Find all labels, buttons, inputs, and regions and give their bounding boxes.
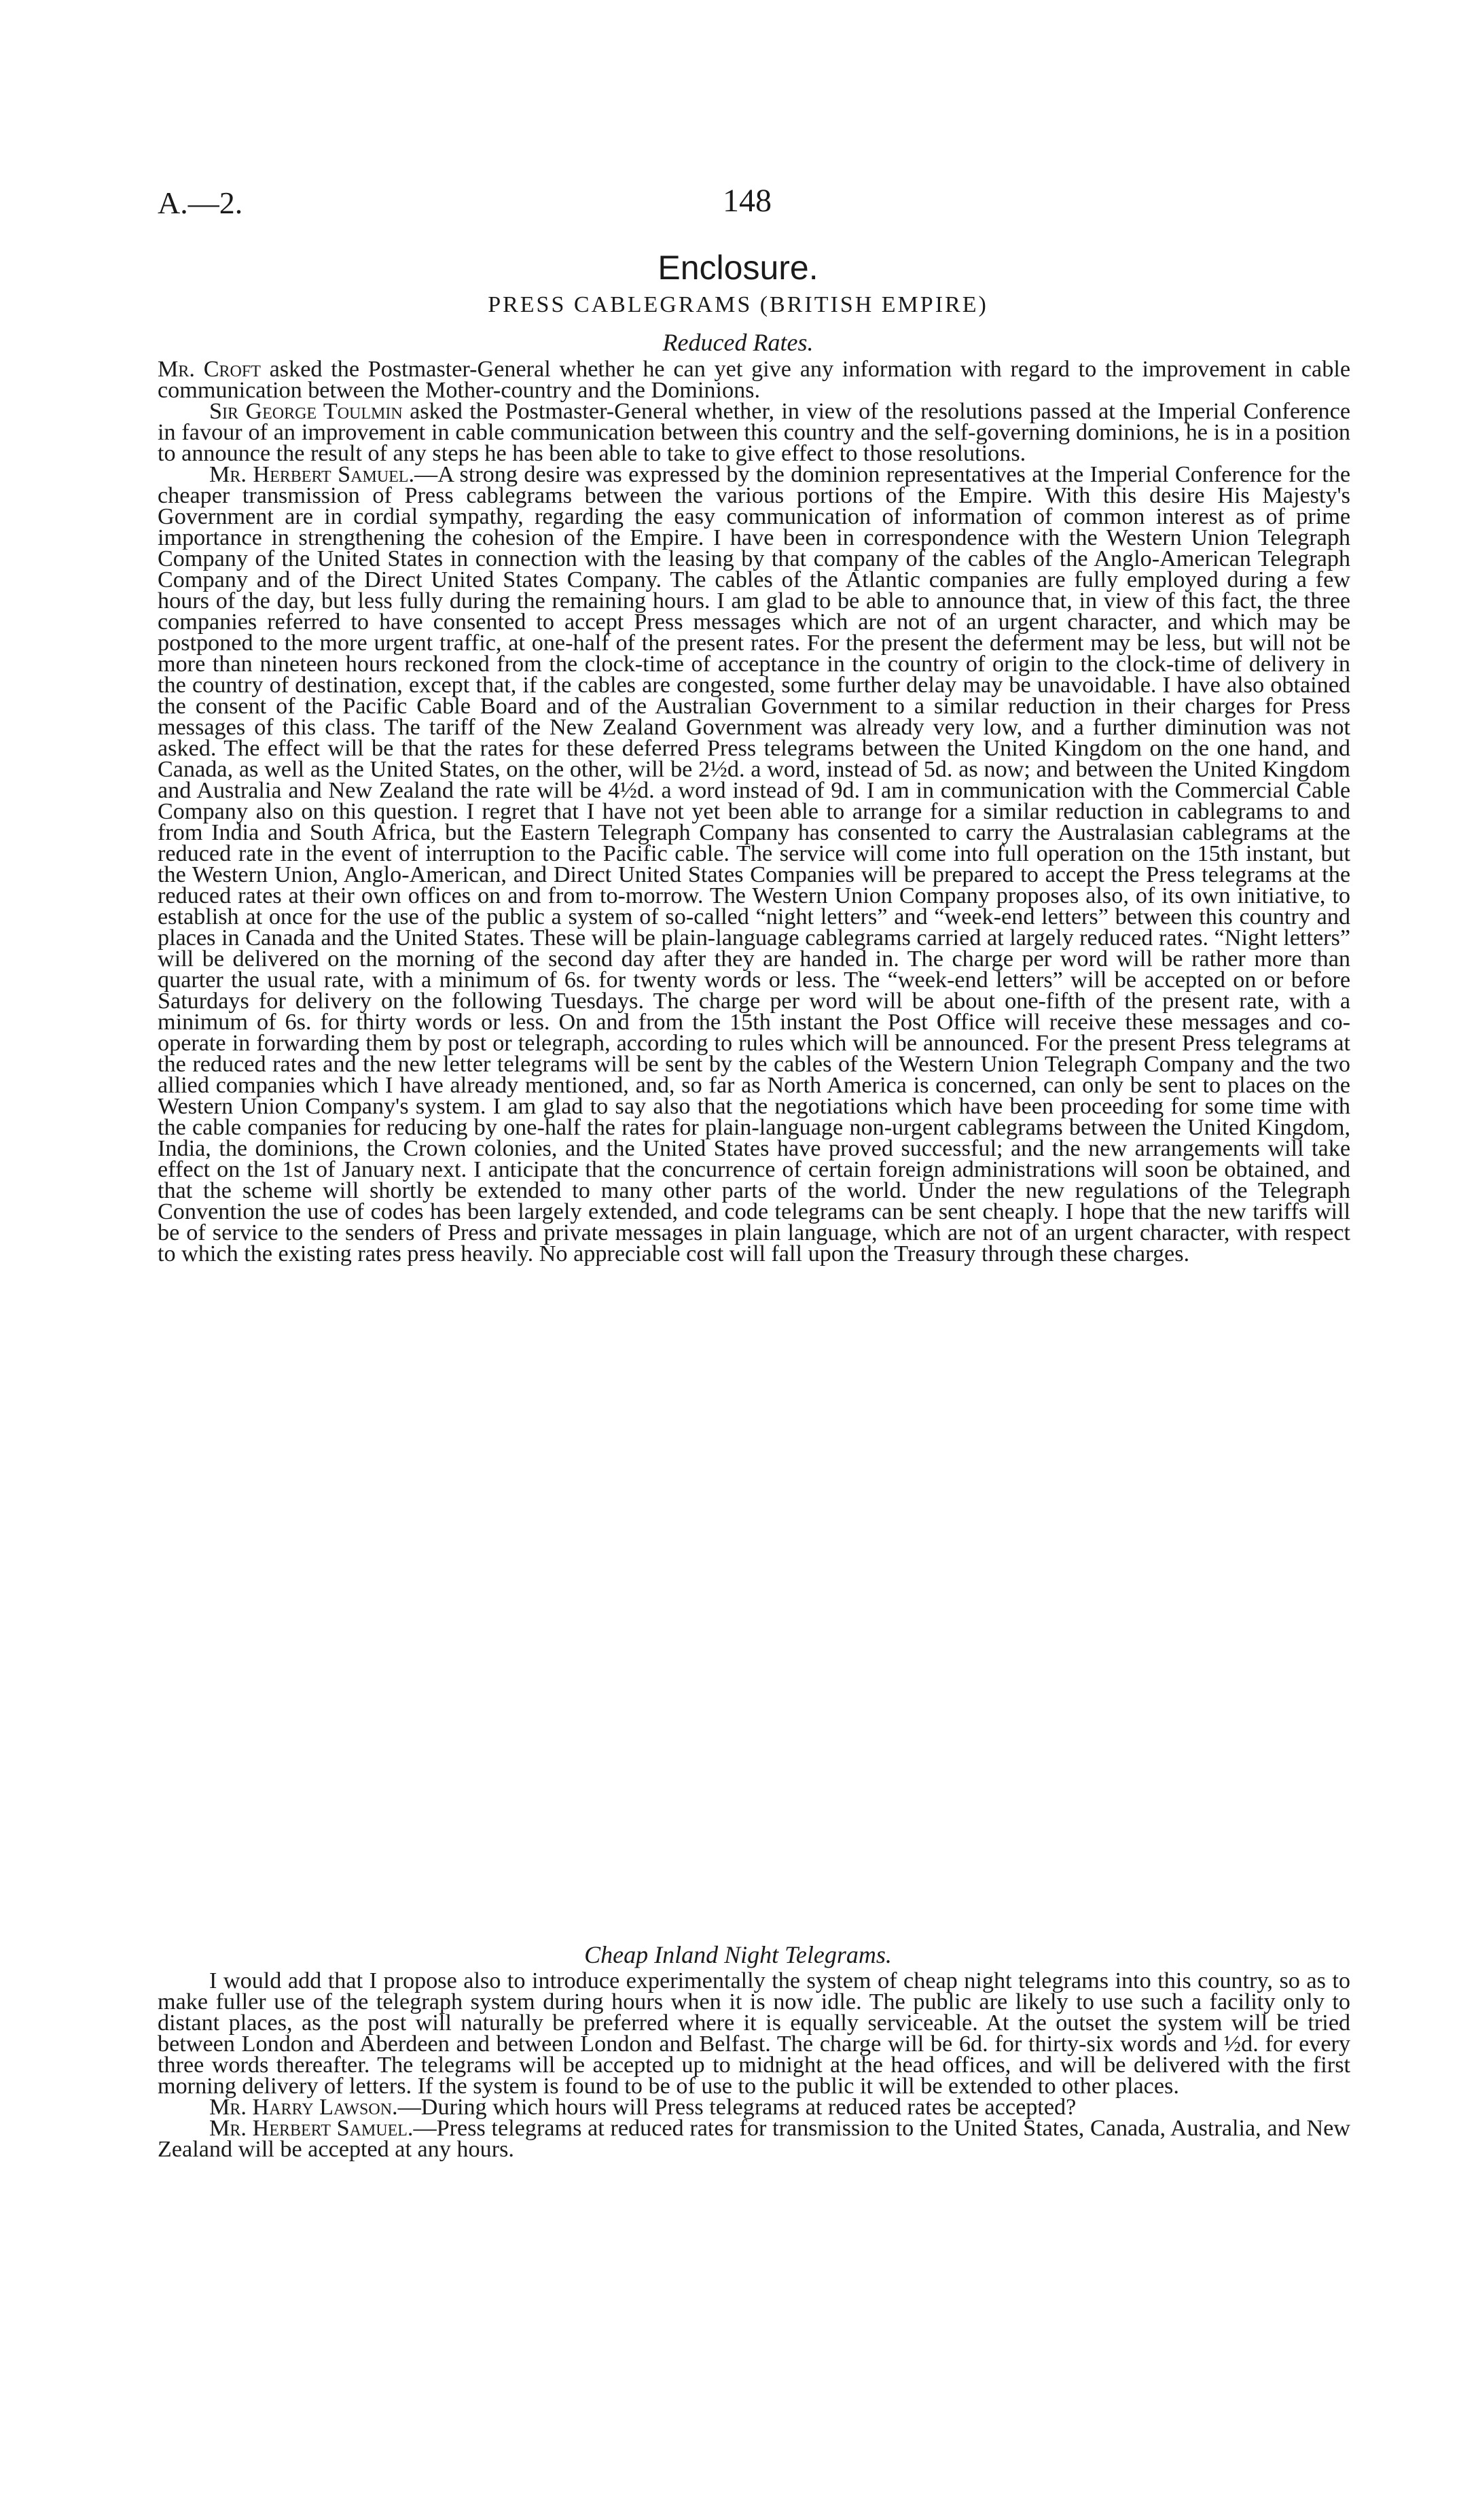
paragraph-text: —During which hours will Press telegrams at reduced rates be accepted?: [397, 2095, 1077, 2120]
paragraph-text: asked the Postmaster-General whether, in view of the resolutions passed at the Imperial Conference in favour of an improvement in cable communication between this country and the self-governing dominions, he is in a position to announce the result of any steps he has been able to take to give effect to those resolutions.: [158, 399, 1350, 466]
paragraph-text: asked the Postmaster-General whether he can yet give any information with regard to the improvement in cable communication between the Mother-country and the Dominions.: [158, 357, 1350, 403]
subtitle-heading: Reduced Rates.: [662, 329, 814, 356]
speaker-name: Sir George Toulmin: [209, 399, 403, 424]
body-text-section-2: [158, 1970, 1350, 2160]
paragraph-samuel-answer: [158, 464, 1350, 1264]
subject-heading: PRESS CABLEGRAMS (BRITISH EMPIRE): [488, 292, 988, 317]
paragraph-croft: [158, 359, 1350, 401]
paragraph-text: —Press telegrams at reduced rates for transmission to the United States, Canada, Australia, and New Zealand will be accepted at any hours.: [158, 2116, 1350, 2162]
paragraph-samuel-reply: [158, 2118, 1350, 2160]
page-number: 148: [723, 183, 772, 219]
paragraph-text: —A strong desire was expressed by the dominion representatives at the Imperial Conference for the cheaper transmission of Press cablegrams between the various portions of the Empire. With this desire His Majesty's Government are in cordial sympathy, regarding the easy communication of information of common interest as of prime importance in strengthening the cohesion of the Empire. I have been in correspondence with the Western Union Telegraph Company of the United States in connection with the leasing by that company of the cables of the Anglo-American Telegraph Company and of the Direct United States Company. The cables of the Atlantic companies are fully employed during a few hours of the day, but less fully during the remaining hours. I am glad to be able to announce that, in view of this fact, the three companies referred to have consented to accept Press messages which are not of an urgent character, and which may be postponed to the more urgent traffic, at one-half of the present rates. For the present the deferment may be less, but will not be more than nineteen hours reckoned from the clock-time of acceptance in the country of origin to the clock-time of delivery in the country of destination, except that, if the cables are congested, some further delay may be unavoidable. I have also obtained the consent of the Pacific Cable Board and of the Australian Government to a similar reduction in their charges for Press messages of this class. The tariff of the New Zealand Government was already very low, and a further diminution was not asked. The effect will be that the rates for these deferred Press telegrams between the United Kingdom on the one hand, and Canada, as well as the United States, on the other, will be 2½d. a word, instead of 5d. as now; and between the United Kingdom and Australia and New Zealand the rate will be 4½d. a word instead of 9d. I am in communication with the Commercial Cable Company also on this question. I regret that I have not yet been able to arrange for a similar reduction in cablegrams to and from India and South Africa, but the Eastern Telegraph Company has consented to carry the Australasian cablegrams at the reduced rate in the event of interruption to the Pacific cable. The service will come into full operation on the 15th instant, but the Western Union, Anglo-American, and Direct United States Companies will be prepared to accept the Press telegrams at the reduced rates at their own offices on and from to-morrow. The Western Union Company proposes also, of its own initiative, to establish at once for the use of the public a system of so-called “night letters” and “week-end letters” between this country and places in Canada and the United States. These will be plain-language cablegrams carried at largely reduced rates. “Night letters” will be delivered on the morning of the second day after they are handed in. The charge per word will be rather more than quarter the usual rate, with a minimum of 6s. for twenty words or less. The “week-end letters” will be accepted on or before Saturdays for delivery on the following Tuesdays. The charge per word will be about one-fifth of the present rate, with a minimum of 6s. for thirty words or less. On and from the 15th instant the Post Office will receive these messages and co-operate in forwarding them by post or telegraph, according to rules which will be announced. For the present Press telegrams at the reduced rates and the new letter telegrams will be sent by the cables of the Western Union Telegraph Company and the two allied companies which I have already mentioned, and, so far as North America is concerned, can only be sent to places on the Western Union Company's system. I am glad to say also that the negotiations which have been proceeding for some time with the cable companies for reducing by one-half the rates for plain-language non-urgent cablegrams between the United Kingdom, India, the dominions, the Crown colonies, and the United States have proved successful; and the new arrangements will take effect on the 1st of January next. I anticipate that the concurrence of certain foreign administrations will soon be obtained, and that the scheme will shortly be extended to many other parts of the world. Under the new regulations of the Telegraph Convention the use of codes has been largely extended, and code telegrams can be sent cheaply. I hope that the new tariffs will be of service to the senders of Press and private messages in plain language, which are not of an urgent character, with respect to which the existing rates press heavily. No appreciable cost will fall upon the Treasury through these charges.: [158, 462, 1350, 1266]
paragraph-lawson: [158, 2097, 1350, 2118]
paragraph-text: I would add that I propose also to introduce experimentally the system of cheap night telegrams into this country, so as to make fuller use of the telegraph system during hours when it is now idle. The public are likely to use such a facility only to distant places, as the post will naturally be preferred where it is equally serviceable. At the outset the system will be tried between London and Aberdeen and between London and Belfast. The charge will be 6d. for thirty-six words and ½d. for every three words thereafter. The telegrams will be accepted up to midnight at the head offices, and will be delivered with the first morning delivery of letters. If the system is found to be of use to the public it will be extended to other places.: [158, 1968, 1350, 2099]
speaker-name: Mr. Croft: [158, 357, 261, 382]
speaker-name: Mr. Harry Lawson.: [209, 2095, 398, 2120]
paragraph-toulmin: [158, 401, 1350, 464]
document-reference: A.—2.: [158, 185, 243, 220]
body-text-section-1: [158, 359, 1350, 1264]
paragraph-night-telegrams: [158, 1970, 1350, 2097]
enclosure-heading: Enclosure.: [658, 249, 818, 287]
speaker-name: Mr. Herbert Samuel.: [209, 2116, 414, 2141]
speaker-name: Mr. Herbert Samuel.: [209, 462, 415, 487]
section-subheading: Cheap Inland Night Telegrams.: [584, 1941, 892, 1968]
